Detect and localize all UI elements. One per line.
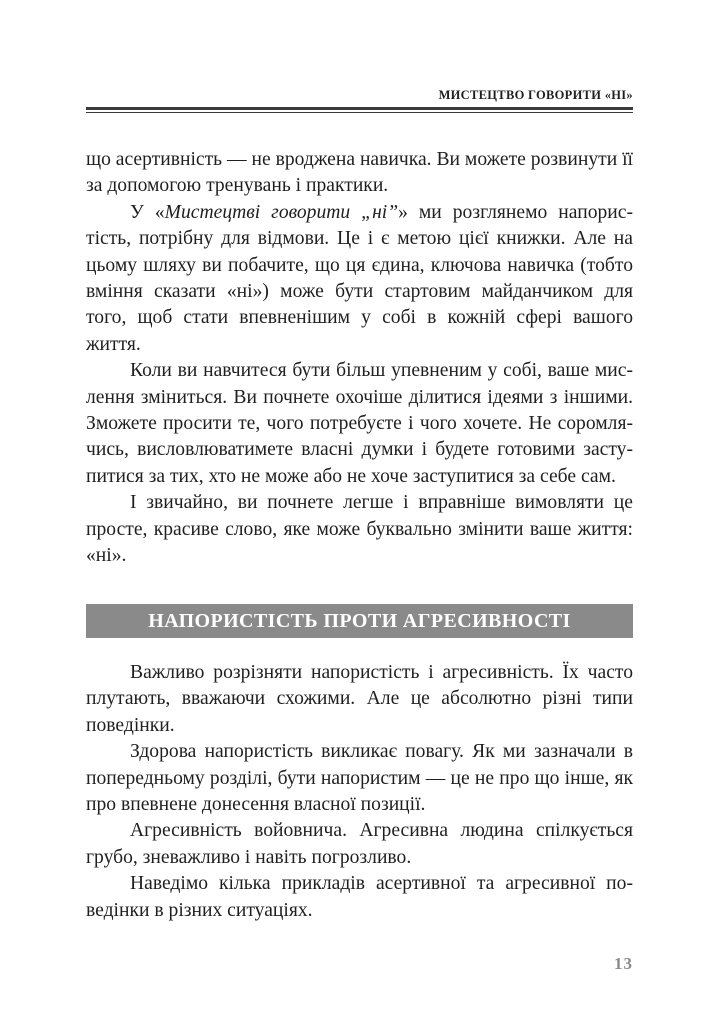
- header-rule: [86, 107, 633, 110]
- paragraph-text: » ми розглянемо напористість, потрібну для відмови. Це і є метою цієї книжки. Але на цьому шляху ви побачите, що ця єдина, ключова навичка (тобто вміння сказати «ні») може бути стартовим майданчиком для того, щоб стати впевненішим у собі в кожній сфері вашого життя.: [86, 201, 633, 355]
- page-number: 13: [614, 954, 633, 973]
- paragraph: Коли ви навчитеся бути більш упевненим у собі, ваше мислення зміниться. Ви почнете охочіше ділитися ідеями з іншими. Зможете просити те, чого потребуєте і чого хочете. Не соромлячись, висловлюватимете власні думки і будете готовими заступитися за тих, хто не може або не хоче заступитися за себе сам.: [86, 360, 633, 487]
- paragraph: [86, 200, 633, 358]
- book-title: Мистецтві говорити „ні”: [164, 201, 399, 223]
- section-text: [86, 660, 633, 924]
- paragraph: Наведімо кілька прикладів асертивної та агресивної поведінки в різних ситуаціях.: [86, 873, 633, 921]
- running-header: МИСТЕЦТВО ГОВОРИТИ «НІ»: [438, 88, 633, 102]
- paragraph: що асертивність — не вроджена навичка. Ви можете розвинути її за допомогою тренувань і практики.: [86, 149, 633, 197]
- paragraph-text: У «: [130, 201, 165, 223]
- paragraph: Агресивність войовнича. Агресивна людина спілкується грубо, зневажливо і навіть погрозливо.: [86, 820, 633, 868]
- header-rule-thin: [86, 112, 633, 113]
- section-heading: НАПОРИСТІСТЬ ПРОТИ АГРЕСИВНОСТІ: [86, 604, 633, 638]
- paragraph: І звичайно, ви почнете легше і вправніше вимовляти це просте, красиве слово, яке може буквально змінити ваше життя: «ні».: [86, 492, 633, 567]
- paragraph: Важливо розрізняти напористість і агресивність. Їх часто плутають, вважаючи схожими. Але це абсолютно різні типи поведінки.: [86, 662, 633, 736]
- intro-text: [86, 147, 633, 570]
- paragraph: Здорова напористість викликає повагу. Як ми зазначали в попередньому розділі, бути напористим — це не про що інше, як про впевнене донесення власної позиції.: [86, 741, 633, 816]
